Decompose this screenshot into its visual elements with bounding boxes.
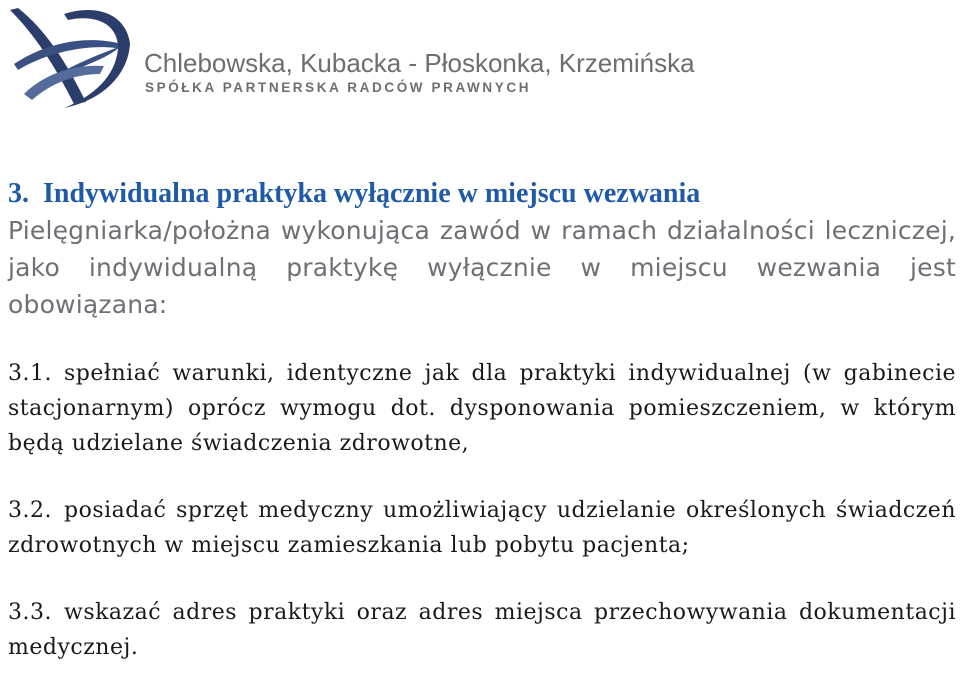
list-item xyxy=(8,493,956,563)
law-firm-logo-icon xyxy=(4,4,134,114)
item-number: 3.2. xyxy=(8,498,52,523)
section-number: 3. xyxy=(8,178,29,209)
section-intro: Pielęgniarka/położna wykonująca zawód w ramach działalności leczniczej, jako indywidualną praktykę wyłącznie w miejscu wezwania jest obowiązana: xyxy=(8,216,956,319)
section-heading xyxy=(8,176,956,212)
item-text: posiadać sprzęt medyczny umożliwiający udzielanie określonych świadczeń zdrowotnych w miejscu zamieszkania lub pobytu pacjenta; xyxy=(8,498,956,558)
section-title: Indywidualna praktyka wyłącznie w miejscu wezwania xyxy=(43,178,701,209)
item-number: 3.1. xyxy=(8,361,52,386)
item-text: spełniać warunki, identyczne jak dla praktyki indywidualnej (w gabinecie stacjonarnym) oprócz wymogu dot. dysponowania pomieszczeniem, w którym będą udzielane świadczenia zdrowotne, xyxy=(8,361,956,456)
document-body xyxy=(8,176,956,665)
firm-subtitle: SPÓŁKA PARTNERSKA RADCÓW PRAWNYCH xyxy=(145,80,532,95)
list-item xyxy=(8,595,956,665)
item-text: wskazać adres praktyki oraz adres miejsca przechowywania dokumentacji medycznej. xyxy=(8,600,956,660)
list-item xyxy=(8,356,956,461)
item-number: 3.3. xyxy=(8,600,52,625)
firm-name: Chlebowska, Kubacka - Płoskonka, Krzemińska xyxy=(144,48,695,78)
